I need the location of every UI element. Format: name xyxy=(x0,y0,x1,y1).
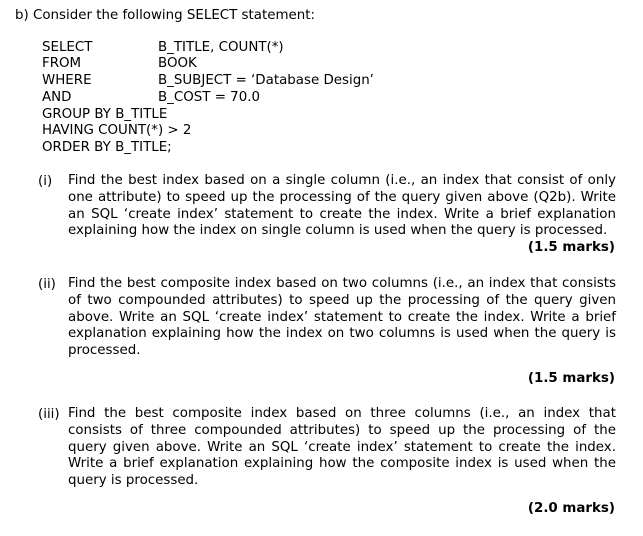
sql-keyword: FROM xyxy=(42,56,82,71)
sql-clause: HAVING COUNT(*) > 2 xyxy=(42,123,192,138)
part-label: (iii) xyxy=(38,407,60,422)
part-marks: (1.5 marks) xyxy=(527,240,615,255)
sql-clause: GROUP BY B_TITLE xyxy=(42,107,168,122)
part-label: (ii) xyxy=(38,277,56,292)
part-label: (i) xyxy=(38,174,53,189)
sql-keyword: WHERE xyxy=(42,73,92,88)
part-marks: (1.5 marks) xyxy=(527,371,615,386)
sql-keyword: SELECT xyxy=(42,40,93,55)
sql-value: B_TITLE, COUNT(*) xyxy=(158,40,284,55)
question-heading: b) Consider the following SELECT statement: xyxy=(15,8,316,23)
part-text: Find the best index based on a single column (i.e., an index that consist of only one attribute) to speed up the processing of the query given above (Q2b). Write an SQL ‘create index’ statement to create the index. Write a brief explanation explaining how the index on single column is used when the query is processed. xyxy=(68,173,616,239)
sql-clause: ORDER BY B_TITLE; xyxy=(42,140,172,155)
sql-keyword: AND xyxy=(42,90,72,105)
sql-value: B_SUBJECT = ‘Database Design’ xyxy=(158,73,374,88)
sql-value: B_COST = 70.0 xyxy=(158,90,260,105)
sql-value: BOOK xyxy=(158,56,197,71)
part-text: Find the best composite index based on two columns (i.e., an index that consists of two compounded attributes) to speed up the processing of the query given above. Write an SQL ‘create index’ statement to create the index. Write a brief explanation explaining how the index on two columns is used when the query is processed. xyxy=(68,276,616,359)
part-marks: (2.0 marks) xyxy=(527,501,615,516)
part-text: Find the best composite index based on three columns (i.e., an index that consists of three compounded attributes) to speed up the processing of the query given above. Write an SQL ‘create index’ statement to create the index. Write a brief explanation explaining how the composite index is used when the query is processed. xyxy=(68,406,616,489)
